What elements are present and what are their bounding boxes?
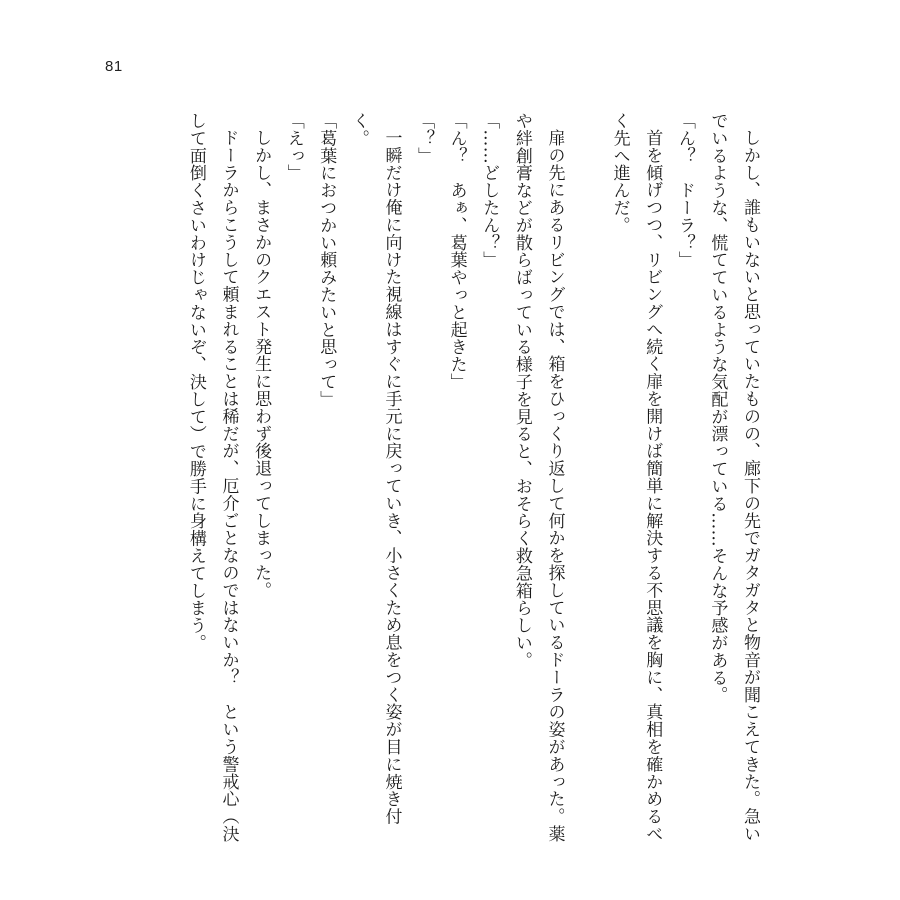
page-number: 81 [105,58,123,75]
blank-line [570,112,603,852]
dialog-line: 「葛葉におつかい頼みたいと思って」 [316,112,337,408]
vertical-text-body [128,112,766,852]
dialog-line: 「ん？ あぁ、葛葉やっと起きた」 [446,112,467,391]
paragraph: 扉の先にあるリビングでは、箱をひっくり返して何かを探しているドーラの姿があった。薬や絆創膏などが散らばっている様子を見ると、おそらく救急箱らしい。 [511,112,565,843]
dialog-line: 「ん？ ドーラ？」 [674,112,695,269]
paragraph: しかし、誰もいないと思っていたものの、廊下の先でガタガタと物音が聞こえてきた。急いでいるような、慌てているような気配が漂っている……そんな予感がある。 [707,112,760,843]
dialog-line: 「？」 [414,112,435,165]
paragraph: 首を傾げつつ、リビングへ続く扉を開けば簡単に解決する不思議を胸に、真相を確かめるべく先へ進んだ。 [609,112,663,843]
paragraph: 一瞬だけ俺に向けた視線はすぐに手元に戻っていき、小さくため息をつく姿が目に焼き付く。 [348,112,402,825]
dialog-line: 「……どしたん？」 [479,112,500,269]
dialog-line: 「えっ」 [283,112,304,182]
paragraph: しかし、まさかのクエスト発生に思わず後退ってしまった。 [251,129,272,599]
paragraph: ドーラからこうして頼まれることは稀だが、厄介ごとなのではないか？ という警戒心（決して面倒くさいわけじゃないぞ、決して）で勝手に身構えてしまう。 [185,112,239,843]
